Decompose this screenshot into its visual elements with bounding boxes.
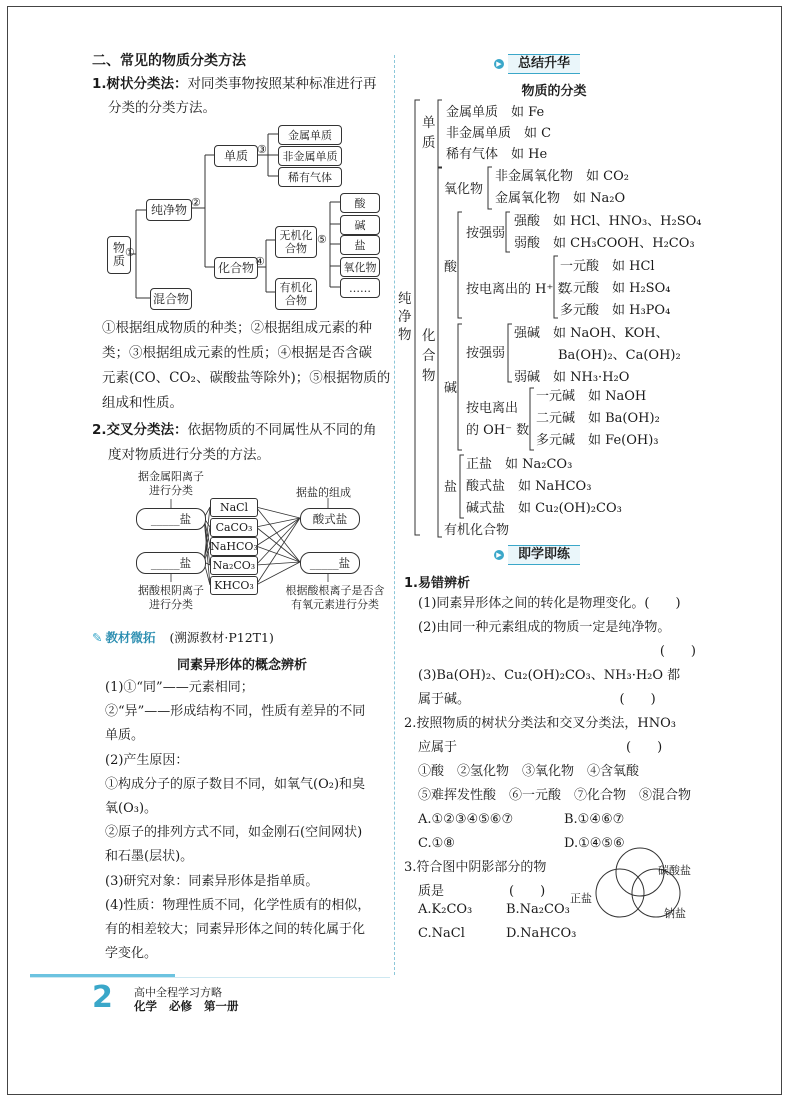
mono-acid: 一元酸 如 HCl [560,259,655,274]
q3-line: 质是 ( ) [418,884,546,899]
label-3: ③ [257,143,267,156]
poly-acid: 多元酸 如 H₃PO₄ [560,303,671,318]
play-icon: ▶ [494,550,504,560]
textbook-line: ①构成分子的原子数目不同，如氧气(O₂)和臭 [105,776,366,792]
node-salt: 盐 [340,235,380,255]
note-line: 据酸根阴离子 [138,584,204,597]
node-more: …… [340,278,380,298]
base-by-strength: 按强弱 [466,346,506,361]
pencil-icon: ✎ [92,629,103,645]
oh-count-line: 的 OH⁻ 数 [466,423,530,438]
cross-method-desc2: 度对物质进行分类的方法。 [108,447,270,463]
acid-label: 酸 [444,260,458,275]
acid-salt: 酸式盐 如 NaHCO₃ [466,479,592,494]
label-5: ⑤ [317,233,327,246]
textbook-line: (4)性质：物理性质不同，化学性质有的相似， [105,897,371,913]
textbook-line: ②“异”——形成结构不同，性质有差异的不同 [105,704,366,720]
oxide-label: 氧化物 [444,182,484,197]
label-1: ① [125,246,135,259]
tree-note-line: 元素(CO、CO₂、碳酸盐等除外)；⑤根据物质的 [102,370,391,386]
salt-box: NaCl [210,498,258,517]
node-compound: 化合物 [214,257,258,279]
textbook-tag: 教材微拓 [105,630,156,645]
node-inorganic: 无机化合物 [275,226,317,258]
organic-compound: 有机化合物 [444,523,510,538]
label-4: ④ [255,255,265,268]
textbook-source: (溯源教材·P12T1) [169,630,274,645]
salt-box: KHCO₃ [210,576,258,595]
cross-right-box-1: 酸式盐 [300,508,360,530]
node-matter: 物质 [107,236,131,274]
q1-item: (3)Ba(OH)₂、Cu₂(OH)₂CO₃、NH₃·H₂O 都 [418,668,681,683]
cross-method-desc1: 依据物质的不同属性从不同的角 [187,422,377,438]
salt-box: CaCO₃ [210,518,258,537]
node-pure: 纯净物 [146,199,192,221]
strong-base: 强碱 如 NaOH、KOH、 [514,326,669,341]
weak-base: 弱碱 如 NH₃·H₂O [514,370,630,385]
q2-option[interactable]: B.①④⑥⑦ [564,812,625,827]
section-title: 二、常见的物质分类方法 [92,53,246,69]
tree-method-title: 1.树状分类法： [92,76,188,92]
oxide-item: 金属氧化物 如 Na₂O [495,191,626,206]
footer-series: 高中全程学习方略 [134,986,222,999]
normal-salt: 正盐 如 Na₂CO₃ [466,457,573,472]
q3-option[interactable]: B.Na₂CO₃ [506,902,570,917]
textbook-line: (1)①“同”——元素相同； [105,680,254,695]
node-metal: 金属单质 [278,125,342,145]
basic-salt: 碱式盐 如 Cu₂(OH)₂CO₃ [466,501,622,516]
q2-line: 应属于 ( ) [418,740,663,755]
element-item: 稀有气体 如 He [446,147,548,162]
salt-box: Na₂CO₃ [210,556,258,575]
note-line: 根据酸根离子是否含 [285,584,385,597]
di-acid: 二元酸 如 H₂SO₄ [560,281,671,296]
note-line: 进行分类 [149,484,193,497]
node-acid: 酸 [340,193,380,213]
acid-by-strength: 按强弱 [466,226,506,241]
q2-line: ⑤难挥发性酸 ⑥一元酸 ⑦化合物 ⑧混合物 [418,788,692,803]
pure-label: 纯净物 [398,291,412,343]
textbook-line: 有的相差较大；同素异形体之间的转化属于化 [105,922,366,938]
q3-option[interactable]: A.K₂CO₃ [418,902,473,917]
node-noble: 稀有气体 [278,167,342,187]
node-oxide: 氧化物 [340,257,380,277]
note-line: 有氧元素进行分类 [291,598,379,611]
oh-count-line: 按电离出 [466,401,519,416]
q1-item: ( ) [659,644,696,659]
tree-note-line: 类；③根据组成元素的性质；④根据是否含碳 [102,345,372,361]
cross-method-title: 2.交叉分类法： [92,422,188,438]
node-organic: 有机化合物 [275,278,317,310]
acid-by-h-count: 按电离出的 H⁺ 数 [466,282,571,297]
footer-book: 第一册 [204,999,239,1013]
q2-option[interactable]: C.①⑧ [418,836,455,851]
footer-subject: 化学 [134,999,157,1013]
textbook-title: 同素异形体的概念辨析 [176,658,307,673]
venn-label-carbonate: 碳酸盐 [658,864,691,877]
element-item: 金属单质 如 Fe [446,105,545,120]
q2-line: ①酸 ②氢化物 ③氧化物 ④含氧酸 [418,764,640,779]
textbook-line: (2)产生原因： [105,752,189,768]
salt-box: NaHCO₃ [210,537,258,556]
cross-left-box-2: _____盐 [136,552,206,574]
textbook-line: ②原子的排列方式不同，如金刚石(空间网状) [105,825,363,841]
cross-left-box-1: _____盐 [136,508,206,530]
textbook-line: 和石墨(层状)。 [105,849,194,865]
oxide-item: 非金属氧化物 如 CO₂ [495,169,629,184]
q1-item: (1)同素异形体之间的转化是物理变化。( ) [418,596,681,611]
node-element: 单质 [214,145,258,167]
tree-note-line: 组成和性质。 [102,395,183,411]
summary-title: 物质的分类 [521,84,587,99]
cross-right-box-2: _____盐 [300,552,360,574]
venn-label-sodium: 钠盐 [664,907,686,920]
textbook-line: 氧(O₃)。 [105,801,158,817]
tree-note-line: ①根据组成物质的种类；②根据组成元素的种 [102,320,372,336]
tree-method-desc1: 对同类事物按照某种标准进行再 [187,76,377,92]
q3-option[interactable]: C.NaCl [418,926,465,941]
textbook-line: 学变化。 [105,946,158,962]
q1-title: 1.易错辨析 [404,576,470,591]
note-line: 进行分类 [149,598,193,611]
footer-volume: 必修 [169,999,193,1013]
note-line: 据金属阳离子 [138,470,204,483]
venn-label-normal: 正盐 [570,892,592,905]
di-base: 二元碱 如 Ba(OH)₂ [536,411,660,426]
q2-option[interactable]: A.①②③④⑤⑥⑦ [418,812,514,827]
element-item: 非金属单质 如 C [446,126,552,141]
q1-item: 属于碱。 ( ) [418,692,656,707]
node-mixture: 混合物 [150,288,192,310]
strong-base-cont: Ba(OH)₂、Ca(OH)₂ [558,348,681,363]
base-label: 碱 [444,381,458,396]
poly-base: 多元碱 如 Fe(OH)₃ [536,433,659,448]
q3-line: 3.符合图中阴影部分的物 [404,860,547,875]
cross-note-top-right: 据盐的组成 [296,486,351,499]
q1-item: (2)由同一种元素组成的物质一定是纯净物。 [418,620,671,635]
strong-acid: 强酸 如 HCl、HNO₃、H₂SO₄ [514,214,702,229]
page-number: 2 [92,980,113,1015]
textbook-line: 单质。 [105,728,145,744]
summary-tag-label: 总结升华 [508,54,580,74]
play-icon: ▶ [494,59,504,69]
node-nonmetal: 非金属单质 [278,146,342,166]
tree-method-desc2: 分类的分类方法。 [108,100,216,116]
q2-option[interactable]: D.①④⑤⑥ [564,836,625,851]
mono-base: 一元碱 如 NaOH [536,389,647,404]
textbook-line: (3)研究对象：同素异形体是指单质。 [105,873,319,889]
node-base: 碱 [340,215,380,235]
compound-label: 化合物 [422,328,436,384]
label-2: ② [191,196,201,209]
practice-tag-label: 即学即练 [508,545,580,565]
q3-option[interactable]: D.NaHCO₃ [506,926,577,941]
element-label: 单质 [422,115,436,151]
salt-label: 盐 [444,480,458,495]
weak-acid: 弱酸 如 CH₃COOH、H₂CO₃ [514,236,695,251]
q2-line: 2.按照物质的树状分类法和交叉分类法，HNO₃ [404,716,676,731]
